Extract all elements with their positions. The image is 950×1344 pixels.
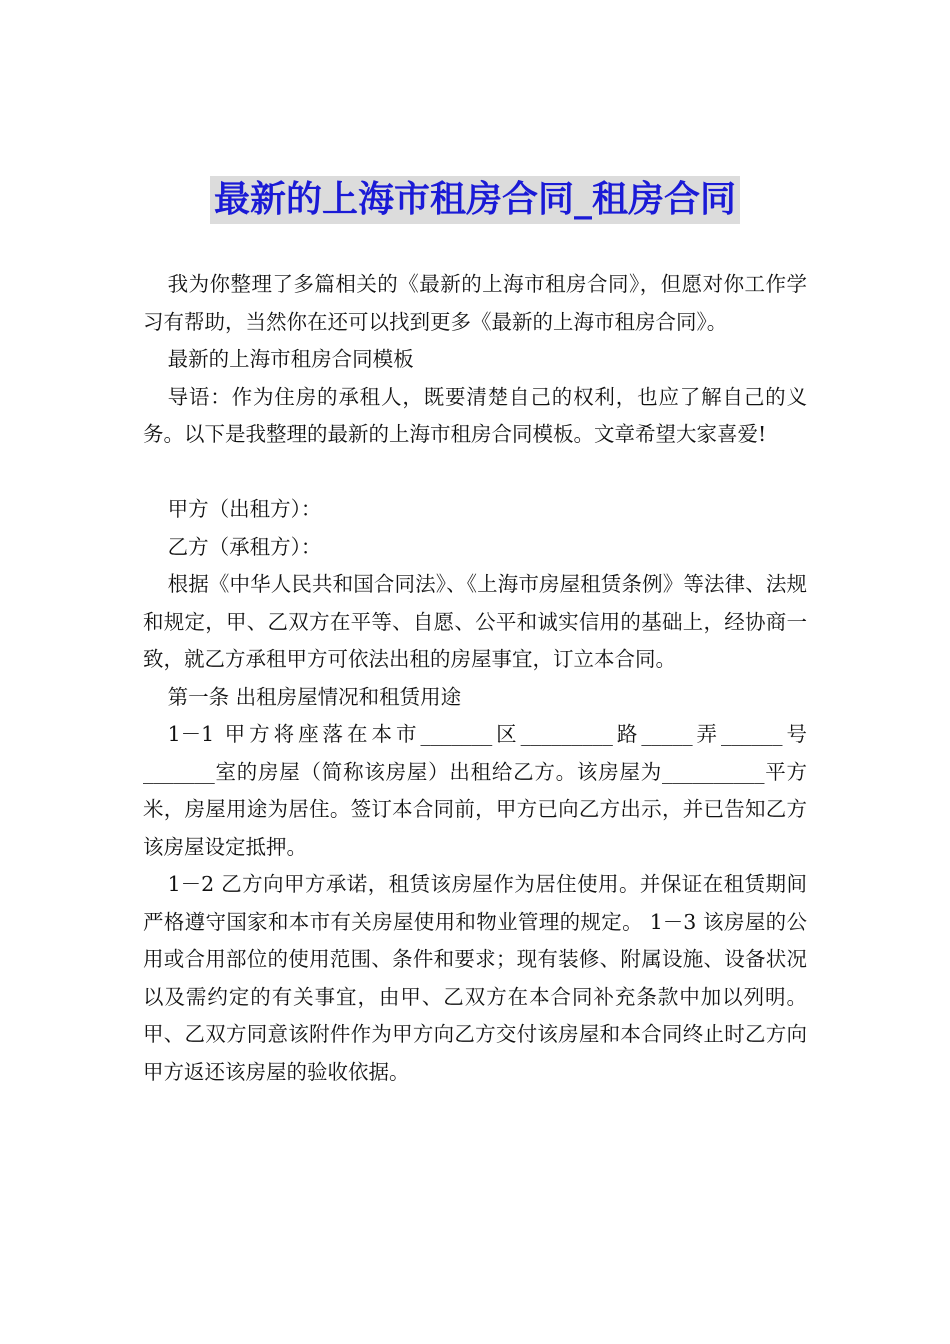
- lead-paragraph: 导语：作为住房的承租人，既要清楚自己的权利，也应了解自己的义务。以下是我整理的最新的上海市租房合同模板。文章希望大家喜爱!: [143, 384, 807, 446]
- preamble-paragraph: 根据《中华人民共和国合同法》、《上海市房屋租赁条例》等法律、法规和规定，甲、乙双方在平等、自愿、公平和诚实信用的基础上，经协商一致，就乙方承租甲方可依法出租的房屋事宜，订立本合同。: [143, 572, 807, 671]
- article-1-heading: 第一条 出租房屋情况和租赁用途: [167, 684, 462, 709]
- blank-line: [143, 454, 807, 492]
- intro-paragraph: 我为你整理了多篇相关的《最新的上海市租房合同》，但愿对你工作学习有帮助，当然你在还可以找到更多《最新的上海市租房合同》。: [143, 272, 807, 334]
- title-container: [0, 176, 950, 224]
- party-b-line: 乙方（承租方）：: [167, 534, 322, 559]
- document-title: 最新的上海市租房合同_租房合同: [210, 176, 740, 224]
- clause-1-2: 1－2 乙方向甲方承诺，租赁该房屋作为居住使用。并保证在租赁期间严格遵守国家和本市有关房屋使用和物业管理的规定。 1－3 该房屋的公用或合用部位的使用范围、条件和要求；现有装修、附属设施、设备状况以及需约定的有关事宜，由甲、乙双方在本合同补充条款中加以列明。甲、乙双方同意该附件作为甲方向乙方交付该房屋和本合同终止时乙方向甲方返还该房屋的验收依据。: [143, 872, 807, 1084]
- party-a-line: 甲方（出租方）：: [167, 497, 322, 521]
- clause-1-1: 1－1 甲方将座落在本市_______区_________路_____弄______号_______室的房屋（简称该房屋）出租给乙方。该房屋为__________平方米，房屋用途为居住。签订本合同前，甲方已向乙方出示，并已告知乙方该房屋设定抵押。: [143, 722, 807, 859]
- section-heading: 最新的上海市租房合同模板: [167, 347, 414, 371]
- document-body: [143, 266, 807, 1091]
